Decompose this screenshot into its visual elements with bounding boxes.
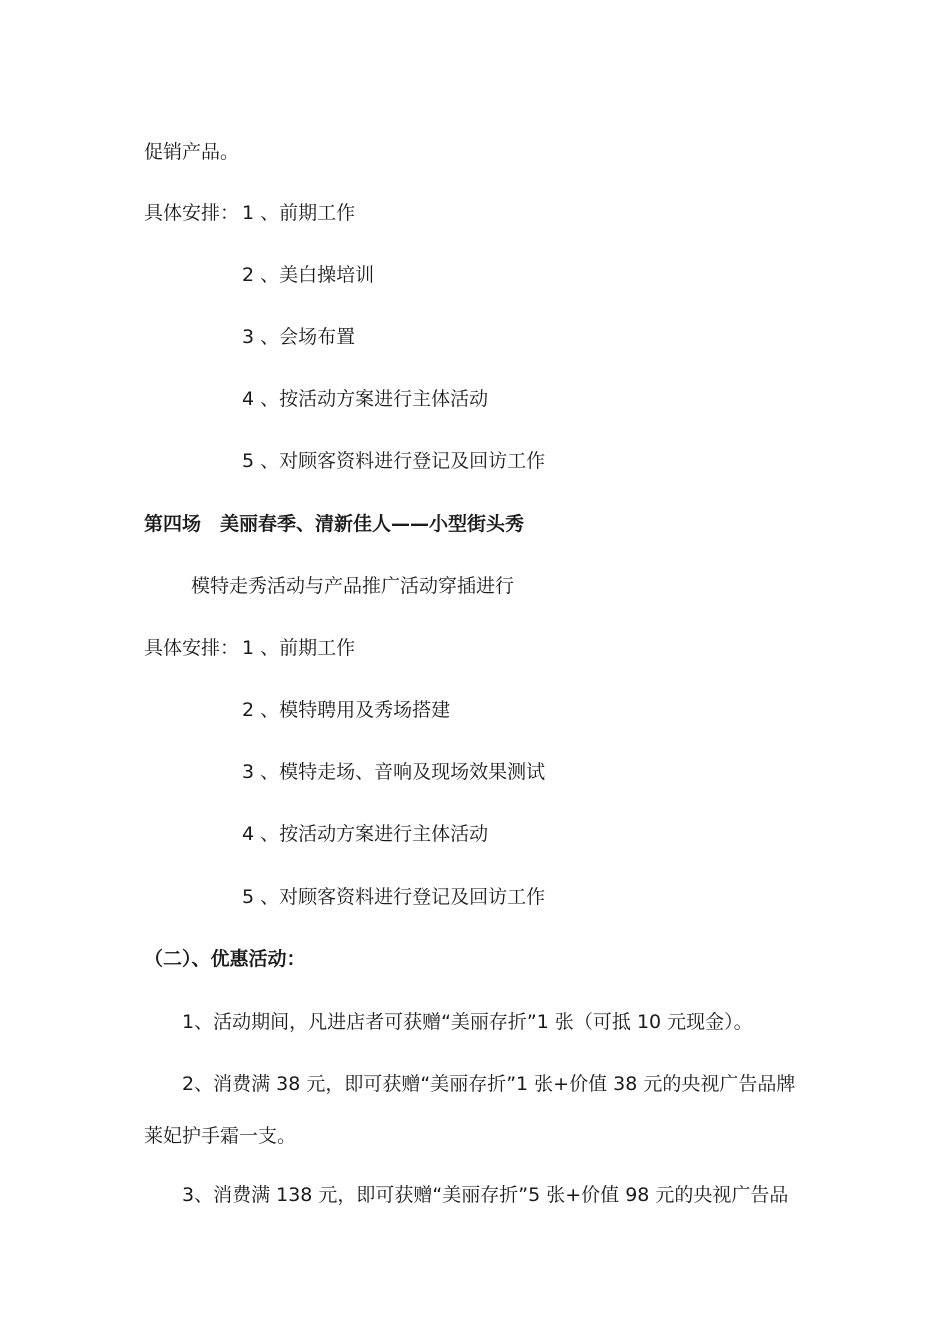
promotion-1: 1、活动期间，凡进店者可获赠“美丽存折”1 张（可抵 10 元现金）。 — [182, 1011, 753, 1033]
schedule-a-item-4: 4 、按活动方案进行主体活动 — [242, 388, 489, 410]
promotions-heading: （二）、优惠活动： — [144, 948, 306, 970]
schedule-b-item-3: 3 、模特走场、音响及现场效果测试 — [242, 761, 546, 783]
schedule-a-item-1: 1 、前期工作 — [242, 202, 356, 224]
schedule-b-item-5: 5 、对顾客资料进行登记及回访工作 — [242, 886, 546, 908]
promotion-2-line-1: 2、消费满 38 元，即可获赠“美丽存折”1 张+价值 38 元的央视广告品牌 — [182, 1073, 796, 1095]
section-four-heading: 第四场 美丽春季、清新佳人——小型街头秀 — [144, 513, 525, 535]
schedule-a-item-2: 2 、美白操培训 — [242, 264, 375, 286]
schedule-a-item-5: 5 、对顾客资料进行登记及回访工作 — [242, 450, 546, 472]
schedule-a-item-3: 3 、会场布置 — [242, 326, 356, 348]
schedule-b-label: 具体安排： — [144, 637, 240, 659]
schedule-b-item-1: 1 、前期工作 — [242, 637, 356, 659]
section-four-desc: 模特走秀活动与产品推广活动穿插进行 — [191, 575, 515, 597]
schedule-b-item-4: 4 、按活动方案进行主体活动 — [242, 823, 489, 845]
promotion-2-line-2: 莱妃护手霜一支。 — [144, 1125, 297, 1147]
intro-tail-text: 促销产品。 — [144, 141, 240, 163]
schedule-a-label: 具体安排： — [144, 202, 240, 224]
schedule-b-item-2: 2 、模特聘用及秀场搭建 — [242, 699, 451, 721]
promotion-3-line-1: 3、消费满 138 元，即可获赠“美丽存折”5 张+价值 98 元的央视广告品 — [182, 1184, 789, 1206]
